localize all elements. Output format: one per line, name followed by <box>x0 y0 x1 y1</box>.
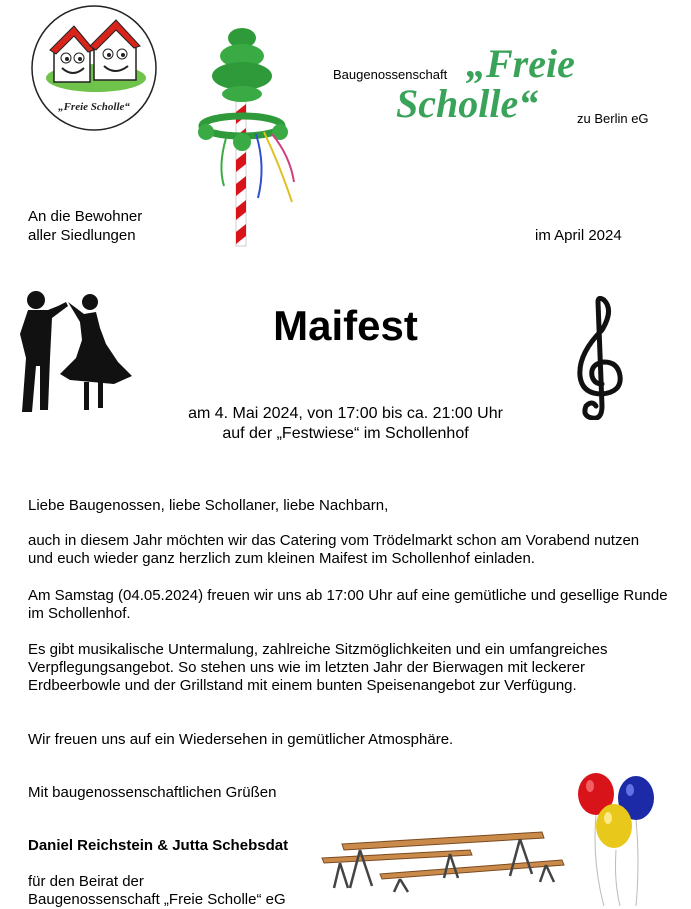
signers: Daniel Reichstein & Jutta Schebsdat <box>28 837 289 854</box>
role-line-2: Baugenossenschaft „Freie Scholle“ eG <box>28 891 286 908</box>
brand-word-freie: „Freie <box>466 41 575 86</box>
brand-prefix: Baugenossenschaft <box>333 67 448 82</box>
paragraph-4: Wir freuen uns auf ein Wiedersehen in gemütlicher Atmosphäre. <box>28 731 454 748</box>
brand-word-scholle: Scholle“ <box>396 81 539 126</box>
maypole-illustration <box>196 26 304 248</box>
role-line-1: für den Beirat der <box>28 873 144 890</box>
paragraph-2: Am Samstag (04.05.2024) freuen wir uns ab 17:00 Uhr auf eine gemütliche und gesellige Runde im Schollenhof. <box>28 587 668 622</box>
closing-salutation: Mit baugenossenschaftlichen Grüßen <box>28 784 277 801</box>
letter-date: im April 2024 <box>535 227 622 244</box>
freie-scholle-logo <box>30 4 158 132</box>
event-where: auf der „Festwiese“ im Schollenhof <box>222 425 469 442</box>
paragraph-3: Es gibt musikalische Untermalung, zahlreiche Sitzmöglichkeiten und ein umfangreiches Verpflegungsangebot. So stehen uns wie im letzten Jahr der Bierwagen mit leckerer Erdbeerbowle und der Grillstand mit einem bunten Speisenangebot zur Verfügung. <box>28 641 608 694</box>
event-when: am 4. Mai 2024, von 17:00 bis ca. 21:00 Uhr <box>188 405 503 422</box>
address-line-2: aller Siedlungen <box>28 227 136 244</box>
greeting: Liebe Baugenossen, liebe Schollaner, liebe Nachbarn, <box>28 497 389 514</box>
beer-bench-set <box>320 822 570 894</box>
brand-suffix: zu Berlin eG <box>577 111 649 126</box>
logo-label: „Freie Scholle“ <box>58 101 130 113</box>
paragraph-1: auch in diesem Jahr möchten wir das Catering vom Trödelmarkt schon am Vorabend nutzen und euch wieder ganz herzlich zum kleinen Maifest im Schollenhof einladen. <box>28 532 640 567</box>
treble-clef-icon <box>568 296 632 420</box>
address-line-1: An die Bewohner <box>28 208 143 225</box>
event-title: Maifest <box>273 302 418 349</box>
balloons-illustration <box>574 772 664 908</box>
